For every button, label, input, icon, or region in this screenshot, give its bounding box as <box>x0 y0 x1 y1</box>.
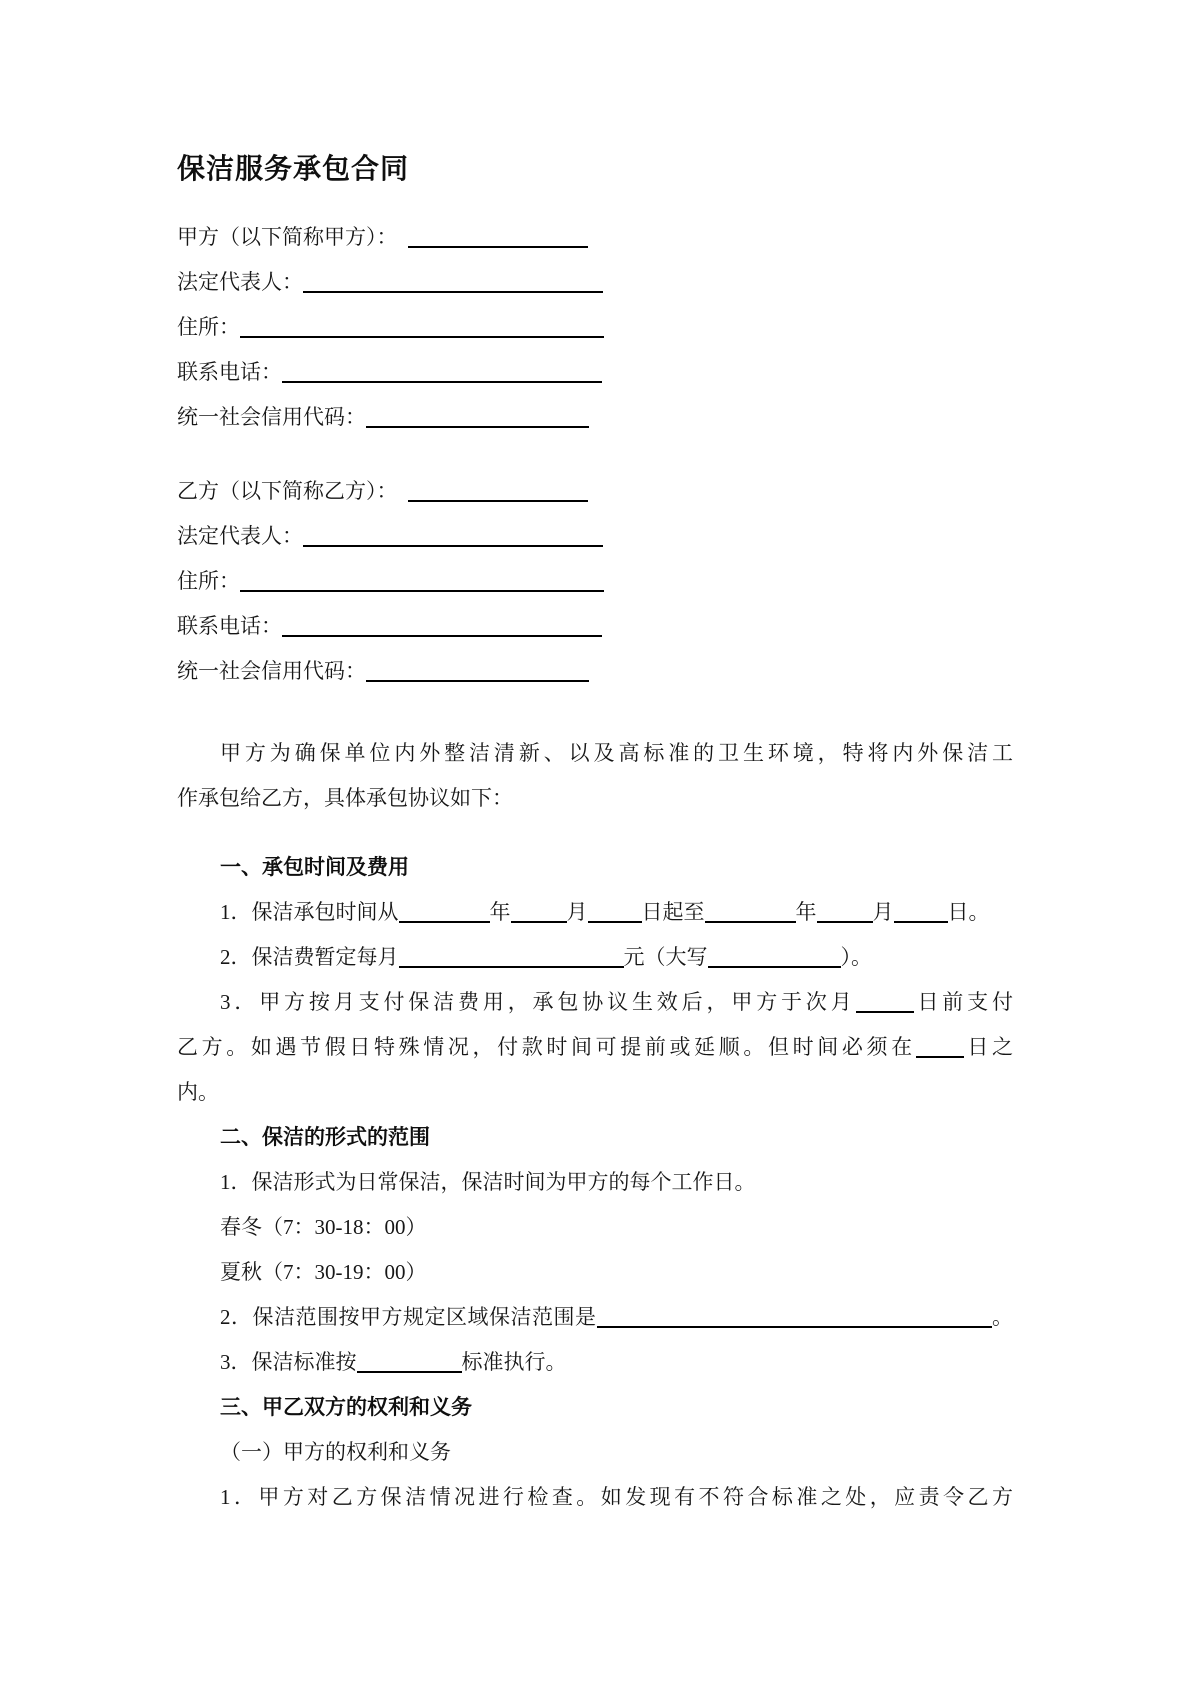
party-a-address <box>177 305 1013 350</box>
s1-item-3-line-2 <box>177 1025 1013 1070</box>
s3-item-1-line-1 <box>177 1475 1013 1520</box>
s2-spring-winter-hours <box>177 1205 1013 1250</box>
text-run: 年 <box>489 900 511 924</box>
party-b-credit-code <box>177 649 1013 694</box>
blank-underline <box>511 921 567 923</box>
s1-item-2 <box>177 935 1013 980</box>
blank-underline <box>303 291 603 293</box>
text-run: 3．保洁标准按 <box>220 1350 357 1374</box>
party-a-phone <box>177 350 1013 395</box>
blank-underline <box>282 635 602 637</box>
text-run: 法定代表人： <box>177 270 303 294</box>
s1-item-3-line-3 <box>177 1070 1013 1115</box>
blank-underline <box>597 1326 992 1328</box>
text-run: （一）甲方的权利和义务 <box>220 1440 451 1464</box>
blank-underline <box>303 545 603 547</box>
blank-underline <box>856 1011 914 1013</box>
blank-underline <box>408 246 588 248</box>
text-run: 联系电话： <box>177 360 282 384</box>
blank-underline <box>366 426 589 428</box>
text-run: 作承包给乙方，具体承包协议如下： <box>177 786 513 810</box>
text-run: 统一社会信用代码： <box>177 405 366 429</box>
blank-underline <box>916 1056 964 1058</box>
text-run: ）。 <box>840 945 872 969</box>
text-run: 春冬（7：30-18：00） <box>220 1215 427 1239</box>
s2-summer-autumn-hours <box>177 1250 1013 1295</box>
blank-underline <box>408 500 588 502</box>
party-b-phone <box>177 604 1013 649</box>
text-run: 乙方。如遇节假日特殊情况，付款时间可提前或延顺。但时间必须在 <box>177 1035 916 1059</box>
blank-underline <box>399 966 624 968</box>
blank-underline <box>240 336 604 338</box>
section-1-heading <box>177 845 1013 890</box>
text-run: 乙方（以下简称乙方）： <box>177 479 408 503</box>
blank-underline <box>399 921 490 923</box>
blank-underline <box>588 921 642 923</box>
text-run: 三、甲乙双方的权利和义务 <box>220 1395 472 1419</box>
blank-underline <box>705 921 796 923</box>
blank-underline <box>240 590 604 592</box>
party-a-name <box>177 215 1013 260</box>
s2-item-1 <box>177 1160 1013 1205</box>
text-run: 日。 <box>947 900 990 924</box>
text-run: 甲方（以下简称甲方）： <box>177 225 408 249</box>
text-run: 日起至 <box>641 900 705 924</box>
text-run: 标准执行。 <box>461 1350 567 1374</box>
text-run: 3．甲方按月支付保洁费用，承包协议生效后，甲方于次月 <box>220 990 856 1014</box>
contract-body <box>177 215 1013 1520</box>
text-run: 1．甲方对乙方保洁情况进行检查。如发现有不符合标准之处，应责令乙方 <box>220 1485 1013 1509</box>
text-run: 年 <box>795 900 817 924</box>
blank-underline <box>708 966 841 968</box>
text-run: 2．保洁费暂定每月 <box>220 945 399 969</box>
party-b-legal-rep <box>177 514 1013 559</box>
s2-item-2 <box>177 1295 1013 1340</box>
text-run: 法定代表人： <box>177 524 303 548</box>
text-run: 日前支付 <box>913 990 1014 1014</box>
text-run: 内。 <box>177 1080 219 1104</box>
text-run: 联系电话： <box>177 614 282 638</box>
s2-item-3 <box>177 1340 1013 1385</box>
text-run: 住所： <box>177 315 240 339</box>
s1-item-3-line-1 <box>177 980 1013 1025</box>
text-run: 元（大写 <box>623 945 708 969</box>
text-run: 月 <box>566 900 588 924</box>
text-run: 住所： <box>177 569 240 593</box>
blank-underline <box>366 680 589 682</box>
text-run: 统一社会信用代码： <box>177 659 366 683</box>
text-run: 2．保洁范围按甲方规定区域保洁范围是 <box>220 1305 597 1329</box>
party-b-name <box>177 469 1013 514</box>
party-a-credit-code <box>177 395 1013 440</box>
party-b-address <box>177 559 1013 604</box>
blank-underline <box>282 381 602 383</box>
s1-item-1 <box>177 890 1013 935</box>
s3-sub-heading <box>177 1430 1013 1475</box>
preamble-line-2 <box>177 776 1013 821</box>
text-run: 。 <box>991 1305 1013 1329</box>
text-run: 二、保洁的形式的范围 <box>220 1125 430 1149</box>
text-run: 1．保洁形式为日常保洁，保洁时间为甲方的每个工作日。 <box>220 1170 756 1194</box>
text-run: 夏秋（7：30-19：00） <box>220 1260 427 1284</box>
blank-underline <box>357 1371 462 1373</box>
text-run: 1．保洁承包时间从 <box>220 900 399 924</box>
section-3-heading <box>177 1385 1013 1430</box>
blank-underline <box>894 921 948 923</box>
blank-underline <box>817 921 873 923</box>
text-run: 甲方为确保单位内外整洁清新、以及高标准的卫生环境，特将内外保洁工 <box>220 741 1013 765</box>
text-run: 日之 <box>963 1035 1013 1059</box>
preamble-line-1 <box>177 731 1013 776</box>
text-run: 一、承包时间及费用 <box>220 855 409 879</box>
party-a-legal-rep <box>177 260 1013 305</box>
section-2-heading <box>177 1115 1013 1160</box>
text-run: 月 <box>872 900 894 924</box>
page-title: 保洁服务承包合同 <box>177 154 410 185</box>
